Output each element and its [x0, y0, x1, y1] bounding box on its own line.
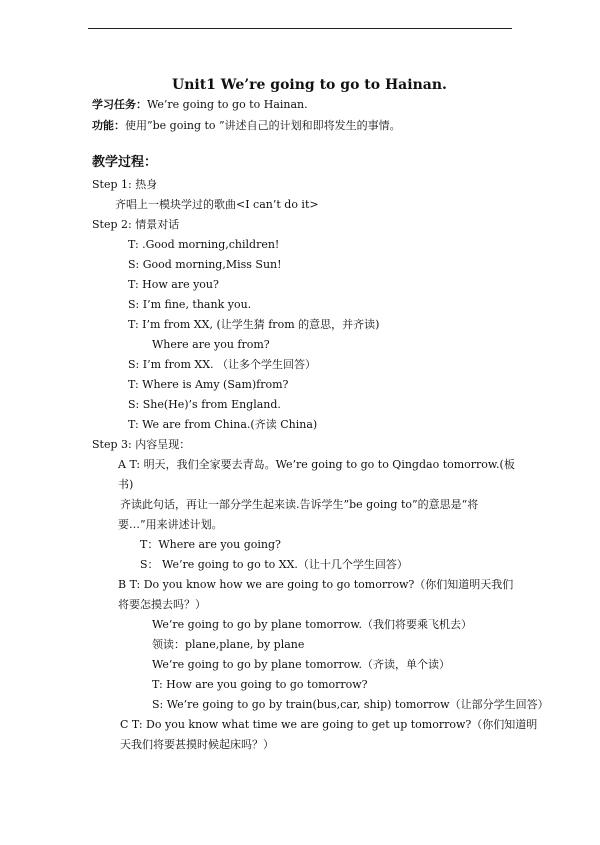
dialogue-line: S: We’re going to go by train(bus,car, ship) tomorrow（让部分学生回答） [152, 698, 549, 711]
document-title: Unit1 We’re going to go to Hainan. [172, 77, 447, 93]
task-label: 学习任务： [92, 98, 147, 111]
text-line: 要…”用来讲述计划。 [118, 518, 223, 531]
text-line: 将要怎摸去吗？） [118, 598, 206, 611]
task-line [92, 98, 308, 112]
process-heading: 教学过程： [92, 155, 158, 170]
section-c-line: C T: Do you know what time we are going to get up tomorrow?（你们知道明 [120, 718, 538, 731]
dialogue-line: S: I’m fine, thank you. [128, 298, 252, 311]
text-line: 天我们将要甚摸时候起床吗？） [120, 738, 274, 751]
step-3-heading: Step 3: 内容呈现： [92, 438, 191, 451]
dialogue-line: T: Where is Amy (Sam)from? [128, 378, 289, 391]
text-line: 齐读此句话，再让一部分学生起来读.告诉学生”be going to”的意思是“将 [120, 498, 479, 511]
header-rule [88, 28, 512, 29]
task-text: We’re going to go to Hainan. [147, 98, 308, 111]
text-line: We’re going to go by plane tomorrow.（齐读，单个读） [152, 658, 450, 671]
dialogue-line: T: .Good morning,children! [128, 238, 280, 251]
section-a-line: A T: 明天，我们全家要去青岛。We’re going to go to Qingdao tomorrow.(板 [118, 458, 515, 471]
text-line: 书) [118, 478, 134, 491]
dialogue-line: T：Where are you going? [140, 538, 281, 551]
function-text: 使用”be going to ”讲述自己的计划和即将发生的事情。 [125, 119, 401, 132]
step-1-heading: Step 1: 热身 [92, 178, 158, 191]
dialogue-line: S: She(He)’s from England. [128, 398, 281, 411]
text-line: 齐唱上一模块学过的歌曲<I can’t do it> [115, 198, 319, 211]
dialogue-line: T: How are you going to go tomorrow? [152, 678, 368, 691]
step-2-heading: Step 2: 情景对话 [92, 218, 180, 231]
dialogue-line: T: I’m from XX, (让学生猜 from 的意思，并齐读) [128, 318, 380, 331]
text-line: We’re going to go by plane tomorrow.（我们将要乘飞机去） [152, 618, 472, 631]
dialogue-line: S： We’re going to go to XX.（让十几个学生回答） [140, 558, 408, 571]
dialogue-line: S: I’m from XX. （让多个学生回答） [128, 358, 317, 371]
dialogue-line: S: Good morning,Miss Sun! [128, 258, 282, 271]
section-b-line: B T: Do you know how we are going to go tomorrow?（你们知道明天我们 [118, 578, 514, 591]
text-line: 领读：plane,plane, by plane [152, 638, 305, 651]
function-line [92, 119, 401, 133]
dialogue-line: Where are you from? [152, 338, 270, 351]
function-label: 功能： [92, 119, 125, 132]
dialogue-line: T: We are from China.(齐读 China) [128, 418, 318, 431]
dialogue-line: T: How are you? [128, 278, 219, 291]
